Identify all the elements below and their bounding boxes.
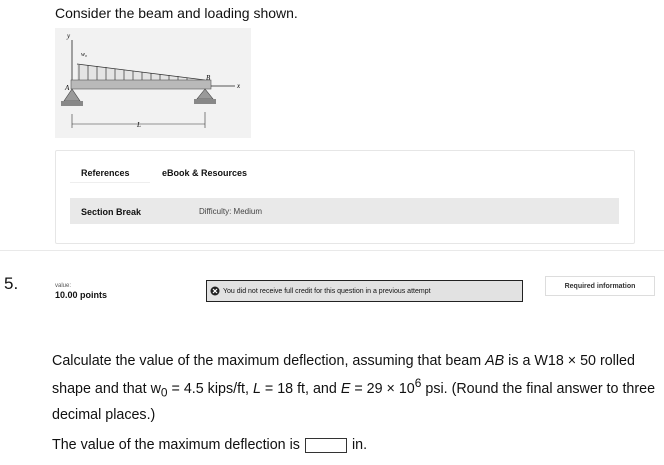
answer-prefix: The value of the maximum deflection is xyxy=(52,437,300,453)
points-value: 10.00 points xyxy=(55,290,108,300)
tab-references[interactable]: References xyxy=(81,168,130,178)
x-axis-label: x xyxy=(237,82,241,90)
beam xyxy=(71,80,211,89)
answer-row xyxy=(52,437,367,453)
credit-banner-text: You did not receive full credit for this question in a previous attempt xyxy=(223,287,431,295)
resources-card xyxy=(55,150,635,244)
question-number: 5. xyxy=(4,274,19,293)
label-B: B xyxy=(206,74,211,82)
label-L: L xyxy=(137,121,141,129)
answer-unit: in. xyxy=(351,437,368,453)
required-information-button[interactable]: Required information xyxy=(545,276,655,296)
beam-diagram xyxy=(55,28,251,138)
section-break-label: Section Break xyxy=(81,207,142,217)
question-text: Calculate the value of the maximum deflection, assuming that beam AB is a W18 × 50 rolled shape and that $w_0 = 4.5$ kips/ft, L = 18 ft, and $E = 29 \times 10^6$ psi. (Round the final answer to three decimal places.) xyxy=(52,353,656,423)
tab-ebook-resources[interactable]: eBook & Resources xyxy=(162,168,248,178)
section-break-bar xyxy=(70,198,619,224)
tab-divider xyxy=(70,182,150,183)
question-divider xyxy=(0,250,664,251)
difficulty-label: Difficulty: Medium xyxy=(199,207,262,216)
deflection-answer-input[interactable] xyxy=(305,438,347,453)
credit-banner xyxy=(206,280,523,302)
y-axis-label: y xyxy=(67,32,71,40)
problem-prompt: Consider the beam and loading shown. xyxy=(55,5,298,21)
error-circle-icon xyxy=(210,286,220,296)
load-label: w₀ xyxy=(81,52,88,58)
value-label: value: xyxy=(55,283,72,289)
label-A: A xyxy=(65,84,70,92)
